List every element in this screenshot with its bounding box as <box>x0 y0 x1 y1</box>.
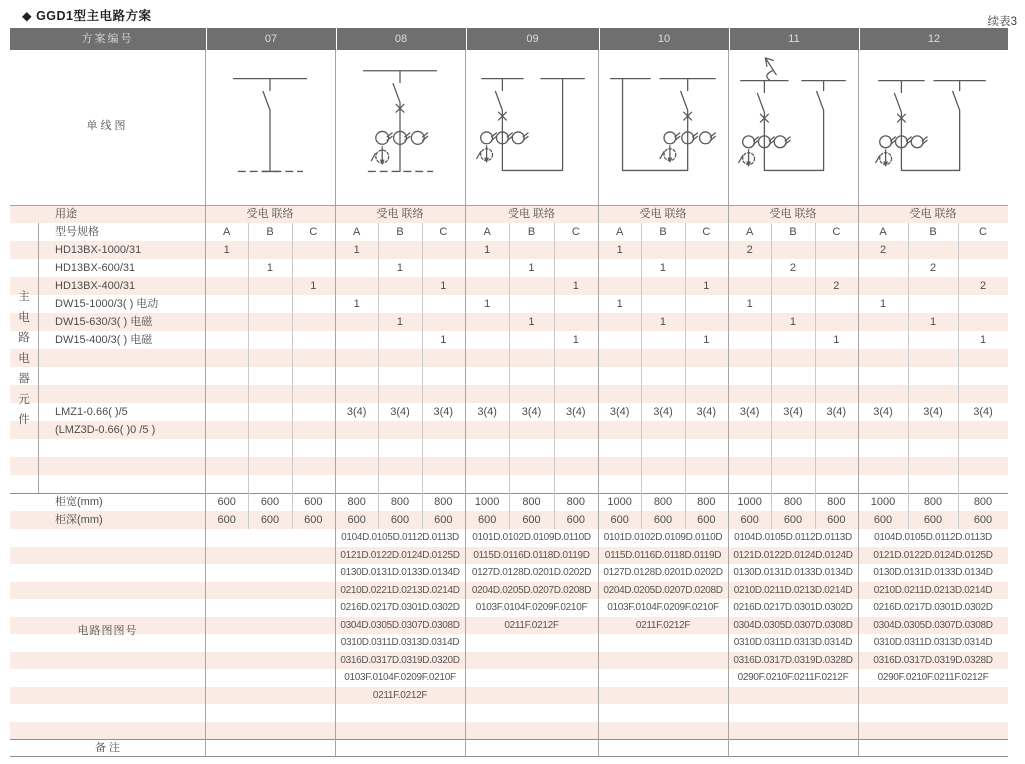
cabinet-width-cell: 800 <box>434 496 453 508</box>
component-row-label: DW15-1000/3( ) 电动 <box>55 298 159 310</box>
cabinet-width-cell: 600 <box>304 496 323 508</box>
component-qty-cell: 1 <box>929 316 937 328</box>
main-circuit-components-group-label: 件 <box>18 414 30 426</box>
component-qty-cell: 3(4) <box>566 406 586 418</box>
cabinet-depth-cell: 600 <box>873 514 893 526</box>
sub-column-divider <box>292 223 293 529</box>
drawing-code-line: 0211F.0212F <box>504 619 559 631</box>
cabinet-depth-cell: 600 <box>697 514 716 526</box>
component-qty-cell: 2 <box>979 280 987 292</box>
cabinet-width-cell: 800 <box>827 496 846 508</box>
group-label-divider <box>38 223 39 493</box>
drawing-code-line: 0101D.0102D.0109D.0110D <box>603 532 723 543</box>
subcol-header: A <box>745 226 754 238</box>
subcol-header: B <box>659 226 667 238</box>
scheme-number-09: 09 <box>466 28 598 50</box>
component-qty-cell: 1 <box>396 262 404 274</box>
cabinet-depth-cell: 600 <box>434 514 453 526</box>
component-qty-cell: 3(4) <box>739 406 760 418</box>
component-qty-cell: 3(4) <box>477 406 497 418</box>
sub-column-divider <box>554 223 555 529</box>
drawing-code-line: 0316D.0317D.0319D.0328D <box>873 654 993 666</box>
usage-row-label: 用途 <box>55 208 77 220</box>
subcol-header: C <box>979 226 987 238</box>
drawing-code-line: 0130D.0131D.0133D.0134D <box>733 567 853 578</box>
main-circuit-components-group-label: 元 <box>18 393 30 406</box>
cabinet-depth-cell: 600 <box>304 514 323 526</box>
component-qty-cell: 2 <box>833 280 840 292</box>
component-qty-cell: 1 <box>353 244 360 256</box>
drawing-number-section-label: 电路图图号 <box>77 625 138 637</box>
drawing-code-line: 0304D.0305D.0307D.0308D <box>340 619 460 631</box>
component-qty-cell: 1 <box>353 298 360 310</box>
usage-cell: 受电 联络 <box>769 208 817 220</box>
cabinet-width-cell: 600 <box>260 496 280 508</box>
component-qty-cell: 1 <box>572 280 579 292</box>
component-qty-cell: 1 <box>659 316 667 328</box>
scheme-number-header: 方案编号 <box>81 33 134 45</box>
scheme-number-12: 12 <box>859 28 1008 50</box>
component-qty-cell: 1 <box>703 280 710 292</box>
cabinet-depth-cell: 600 <box>347 514 366 526</box>
drawing-code-line: 0121D.0122D.0124D.0125D <box>340 549 460 561</box>
cabinet-width-cell: 800 <box>973 496 993 508</box>
subcol-header: C <box>571 226 580 238</box>
scheme-number-10: 10 <box>599 28 728 50</box>
drawing-code-line: 0316D.0317D.0319D.0320D <box>340 654 460 666</box>
sub-column-divider <box>685 223 686 529</box>
component-row-label: HD13BX-600/31 <box>55 262 136 274</box>
usage-cell: 受电 联络 <box>246 208 294 220</box>
cabinet-width-cell: 1000 <box>737 496 762 508</box>
drawing-code-line: 0310D.0311D.0313D.0314D <box>340 637 460 648</box>
cabinet-depth-cell: 600 <box>390 514 410 526</box>
cabinet-width-cell: 800 <box>923 496 943 508</box>
cabinet-width-cell: 1000 <box>607 496 632 508</box>
single-line-diagram-11 <box>728 51 858 204</box>
drawing-code-line: 0210D.0221D.0213D.0214D <box>340 584 460 596</box>
component-qty-cell: 1 <box>616 298 623 310</box>
cabinet-width-cell: 800 <box>697 496 716 508</box>
usage-cell: 受电 联络 <box>376 208 424 220</box>
component-row-label: (LMZ3D-0.66( )0 /5 ) <box>55 424 156 436</box>
component-qty-cell: 1 <box>616 244 623 256</box>
component-qty-cell: 1 <box>879 298 887 310</box>
drawing-code-line: 0216D.0217D.0301D.0302D <box>873 602 993 613</box>
drawing-code-line: 0304D.0305D.0307D.0308D <box>873 619 993 631</box>
component-qty-cell: 1 <box>528 316 535 328</box>
main-circuit-components-group-label: 电 <box>18 352 30 365</box>
subcol-header: C <box>439 226 448 238</box>
drawing-code-line: 0115D.0116D.0118D.0119D <box>473 549 590 561</box>
main-circuit-components-group-label: 路 <box>18 332 30 344</box>
cabinet-width-cell: 1000 <box>870 496 896 508</box>
cabinet-depth-cell: 600 <box>217 514 236 526</box>
drawing-code-line: 0121D.0122D.0124D.0124D <box>733 549 853 561</box>
subcol-header: A <box>615 226 624 238</box>
component-qty-cell: 3(4) <box>873 406 893 418</box>
sub-column-divider <box>958 223 959 529</box>
subcol-header: A <box>879 226 887 238</box>
subcol-header: C <box>702 226 711 238</box>
single-line-diagram-09 <box>467 51 597 204</box>
spec-header-label: 型号规格 <box>55 226 99 238</box>
scheme-number-07: 07 <box>206 28 335 50</box>
cabinet-depth-cell: 600 <box>566 514 585 526</box>
subcol-header: B <box>789 226 797 238</box>
component-qty-cell: 1 <box>528 262 535 274</box>
drawing-code-line: 0210D.0211D.0213D.0214D <box>873 584 993 596</box>
component-qty-cell: 1 <box>572 334 579 346</box>
cabinet-width-cell: 800 <box>390 496 410 508</box>
cabinet-depth-cell: 600 <box>973 514 993 526</box>
component-row-label: HD13BX-1000/31 <box>55 244 142 256</box>
drawing-code-line: 0204D.0205D.0207D.0208D <box>471 584 592 596</box>
component-qty-cell: 3(4) <box>521 406 542 418</box>
component-qty-cell: 3(4) <box>973 406 993 418</box>
component-qty-cell: 3(4) <box>696 406 717 418</box>
component-qty-cell: 3(4) <box>826 406 847 418</box>
component-row-label: DW15-400/3( ) 电磁 <box>55 334 153 346</box>
cabinet-depth-cell: 600 <box>740 514 759 526</box>
subcol-header: A <box>352 226 361 238</box>
drawing-code-line: 0103F.0104F.0209F.0210F <box>344 672 456 683</box>
drawing-code-line: 0130D.0131D.0133D.0134D <box>873 567 993 578</box>
component-qty-cell: 1 <box>310 280 317 292</box>
drawing-code-line: 0103F.0104F.0209F.0210F <box>607 602 719 613</box>
component-qty-cell: 1 <box>979 334 987 346</box>
drawing-code-line: 0204D.0205D.0207D.0208D <box>603 584 723 596</box>
sub-column-divider <box>815 223 816 529</box>
main-circuit-components-group-label: 主 <box>18 291 30 303</box>
usage-cell: 受电 联络 <box>909 208 957 220</box>
single-line-diagram-08 <box>335 51 465 204</box>
subcol-header: A <box>483 226 491 238</box>
component-qty-cell: 1 <box>484 244 491 256</box>
drawing-code-line: 0103F.0104F.0209F.0210F <box>475 602 588 613</box>
component-qty-cell: 3(4) <box>783 406 803 418</box>
cabinet-depth-cell: 600 <box>522 514 541 526</box>
usage-cell: 受电 联络 <box>639 208 687 220</box>
scheme-number-11: 11 <box>729 28 858 50</box>
drawing-code-line: 0104D.0105D.0112D.0113D <box>341 532 459 543</box>
subcol-header: C <box>832 226 841 238</box>
component-qty-cell: 3(4) <box>653 406 673 418</box>
cabinet-width-cell: 600 <box>217 496 236 508</box>
drawing-code-line: 0130D.0131D.0133D.0134D <box>340 567 460 578</box>
diagram-row-label: 单线图 <box>86 120 129 132</box>
component-qty-cell: 1 <box>484 298 491 310</box>
cabinet-width-label: 柜宽(mm) <box>55 496 103 508</box>
scheme-number-08: 08 <box>336 28 465 50</box>
single-line-diagram-12 <box>868 51 998 204</box>
cabinet-width-cell: 800 <box>566 496 585 508</box>
drawing-code-line: 0310D.0311D.0313D.0314D <box>733 637 853 648</box>
continuation-note: 续表3 <box>987 16 1017 28</box>
component-qty-cell: 1 <box>396 316 404 328</box>
subcol-header: B <box>527 226 536 238</box>
component-qty-cell: 1 <box>440 334 447 346</box>
component-qty-cell: 3(4) <box>923 406 943 418</box>
usage-cell: 受电 联络 <box>507 208 556 220</box>
drawing-code-line: 0310D.0311D.0313D.0314D <box>873 637 993 648</box>
ggd1-main-circuit-scheme-table <box>10 28 1008 757</box>
drawing-code-line: 0127D.0128D.0201D.0202D <box>603 567 723 578</box>
drawing-code-line: 0210D.0211D.0213D.0214D <box>733 584 853 596</box>
component-qty-cell: 1 <box>223 244 230 256</box>
main-circuit-components-group-label: 电 <box>18 311 30 324</box>
sub-column-divider <box>422 223 423 529</box>
component-qty-cell: 1 <box>746 298 753 310</box>
component-qty-cell: 2 <box>746 244 753 256</box>
drawing-code-line: 0101D.0102D.0109D.0110D <box>472 532 591 543</box>
single-line-diagram-10 <box>598 51 728 204</box>
cabinet-depth-cell: 600 <box>260 514 280 526</box>
drawing-code-line: 0216D.0217D.0301D.0302D <box>733 602 853 613</box>
component-qty-cell: 3(4) <box>433 406 454 418</box>
drawing-code-line: 0127D.0128D.0201D.0202D <box>471 567 592 578</box>
subcol-header: A <box>222 226 231 238</box>
cabinet-depth-cell: 600 <box>827 514 846 526</box>
cabinet-depth-cell: 600 <box>610 514 629 526</box>
drawing-code-line: 0290F.0210F.0211F.0212F <box>737 672 849 683</box>
drawing-code-line: 0290F.0210F.0211F.0212F <box>877 672 989 683</box>
component-qty-cell: 2 <box>929 262 937 274</box>
component-qty-cell: 3(4) <box>346 406 367 418</box>
subcol-header: B <box>929 226 937 238</box>
drawing-code-line: 0115D.0116D.0118D.0119D <box>604 549 722 561</box>
component-row-label: HD13BX-400/31 <box>55 280 136 292</box>
cabinet-width-cell: 1000 <box>474 496 500 508</box>
drawing-code-line: 0211F.0212F <box>635 619 691 631</box>
component-row-label: LMZ1-0.66( )/5 <box>55 406 128 418</box>
cabinet-width-cell: 800 <box>783 496 803 508</box>
drawing-code-line: 0216D.0217D.0301D.0302D <box>340 602 460 613</box>
cabinet-depth-cell: 600 <box>783 514 803 526</box>
cabinet-width-cell: 800 <box>347 496 366 508</box>
single-line-diagram-07 <box>205 51 335 204</box>
subcol-header: B <box>266 226 274 238</box>
drawing-code-line: 0211F.0212F <box>372 689 428 701</box>
component-row-label: DW15-630/3( ) 电磁 <box>55 316 153 328</box>
drawing-code-line: 0304D.0305D.0307D.0308D <box>733 619 853 631</box>
component-qty-cell: 1 <box>659 262 667 274</box>
cabinet-width-cell: 800 <box>522 496 541 508</box>
component-qty-cell: 1 <box>703 334 710 346</box>
component-qty-cell: 2 <box>879 244 887 256</box>
component-qty-cell: 1 <box>440 280 447 292</box>
subcol-header: C <box>309 226 318 238</box>
drawing-code-line: 0104D.0105D.0112D.0113D <box>734 532 852 543</box>
component-qty-cell: 3(4) <box>609 406 630 418</box>
component-qty-cell: 3(4) <box>390 406 410 418</box>
cabinet-depth-cell: 600 <box>923 514 943 526</box>
drawing-code-line: 0121D.0122D.0124D.0125D <box>873 549 993 561</box>
component-qty-cell: 1 <box>789 316 797 328</box>
cabinet-width-cell: 800 <box>653 496 673 508</box>
cabinet-depth-cell: 600 <box>653 514 673 526</box>
notes-row-label: 备 注 <box>94 742 121 754</box>
page-title: ◆ GGD1型主电路方案 <box>22 9 152 23</box>
cabinet-depth-cell: 600 <box>477 514 497 526</box>
drawing-code-line: 0316D.0317D.0319D.0328D <box>733 654 853 666</box>
component-qty-cell: 2 <box>789 262 797 274</box>
component-qty-cell: 1 <box>266 262 274 274</box>
drawing-code-line: 0104D.0105D.0112D.0113D <box>874 532 992 543</box>
component-qty-cell: 1 <box>833 334 840 346</box>
main-circuit-components-group-label: 器 <box>18 373 30 385</box>
cabinet-depth-label: 柜深(mm) <box>55 514 103 526</box>
subcol-header: B <box>396 226 404 238</box>
